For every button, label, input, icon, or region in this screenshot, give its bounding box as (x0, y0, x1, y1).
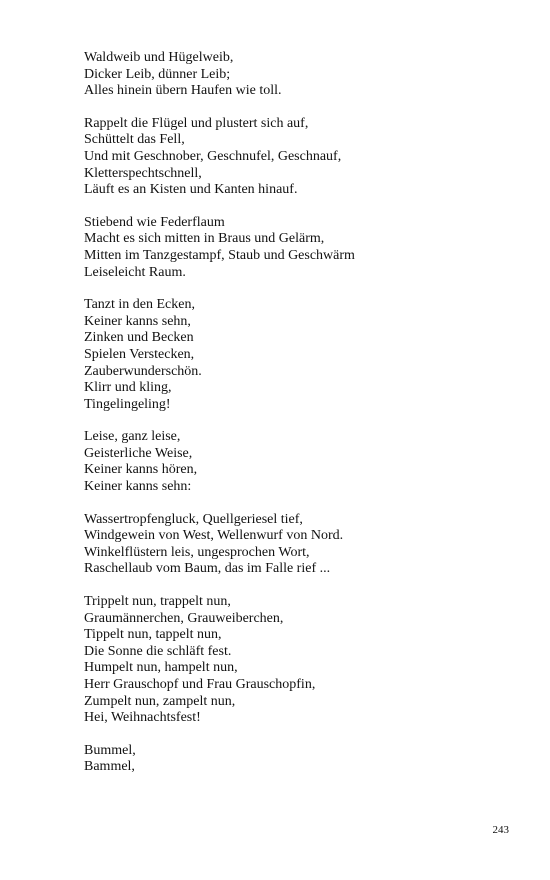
poem-line: Mitten im Tanzgestampf, Staub und Geschwärm (84, 247, 355, 263)
poem-line: Tippelt nun, tappelt nun, (84, 627, 222, 643)
poem-line: Leise, ganz leise, (84, 429, 181, 445)
poem-line: Herr Grauschopf und Frau Grauschopfin, (84, 677, 316, 692)
poem-line: Keiner kanns hören, (84, 462, 198, 478)
poem-line: Schüttelt das Fell, (84, 132, 185, 148)
poem-line: Und mit Geschnober, Geschnufel, Geschnauf, (84, 148, 342, 164)
poem-line: Trippelt nun, trappelt nun, (84, 594, 231, 610)
poem-line: Zinken und Becken (84, 330, 194, 346)
poem-line: Keiner kanns sehn: (84, 479, 192, 495)
poem-line: Klirr und kling, (84, 380, 172, 396)
stanza-3 (84, 215, 524, 281)
poem-line: Leiseleicht Raum. (84, 264, 186, 280)
poem-line: Waldweib und Hügelweib, (84, 50, 234, 65)
poem-line: Tanzt in den Ecken, (84, 297, 195, 313)
stanza-8 (84, 743, 524, 776)
stanza-7 (84, 594, 524, 727)
poem-line: Zauberwunderschön. (84, 363, 202, 379)
stanza-1 (84, 50, 524, 100)
stanza-6 (84, 512, 524, 578)
poem-line: Kletterspechtschnell, (84, 165, 202, 181)
poem-line: Alles hinein übern Haufen wie toll. (84, 83, 282, 99)
poem-line: Keiner kanns sehn, (84, 313, 191, 329)
poem-text (84, 50, 524, 792)
poem-line: Windgewein von West, Wellenwurf von Nord. (84, 528, 344, 544)
page-number: 243 (492, 824, 509, 836)
poem-line: Die Sonne die schläft fest. (84, 643, 232, 659)
poem-line: Macht es sich mitten in Braus und Gelärm, (84, 231, 325, 247)
poem-line: Geisterliche Weise, (84, 445, 193, 461)
poem-line: Spielen Verstecken, (84, 346, 195, 362)
stanza-5 (84, 429, 524, 495)
poem-line: Bummel, (84, 742, 136, 758)
poem-line: Tingelingeling! (84, 396, 171, 412)
poem-line: Graumännerchen, Grauweiberchen, (84, 610, 284, 626)
poem-line: Dicker Leib, dünner Leib; (84, 66, 231, 82)
poem-line: Humpelt nun, hampelt nun, (84, 660, 238, 676)
poem-line: Bammel, (84, 759, 135, 775)
poem-line: Hei, Weihnachtsfest! (84, 710, 201, 726)
stanza-2 (84, 116, 524, 199)
stanza-4 (84, 297, 524, 413)
poem-line: Läuft es an Kisten und Kanten hinauf. (84, 182, 298, 198)
poem-line: Rappelt die Flügel und plustert sich auf, (84, 115, 309, 131)
poem-line: Wassertropfengluck, Quellgeriesel tief, (84, 511, 303, 527)
poem-line: Raschellaub vom Baum, das im Falle rief ... (84, 561, 331, 577)
poem-line: Stiebend wie Federflaum (84, 214, 225, 230)
poem-line: Zumpelt nun, zampelt nun, (84, 693, 236, 709)
poem-line: Winkelflüstern leis, ungesprochen Wort, (84, 544, 310, 560)
